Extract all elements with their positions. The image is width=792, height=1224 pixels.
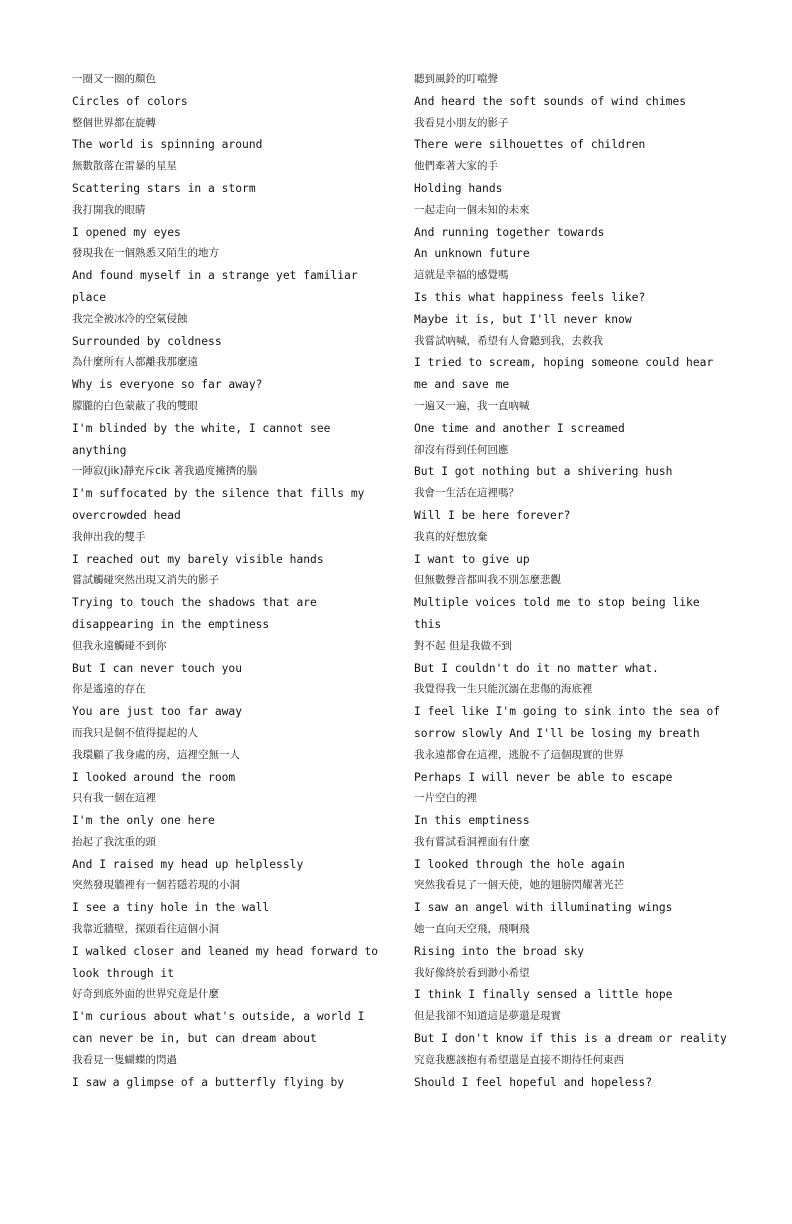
poem-line-chinese: 但我永遠觸碰不到你 [72,639,167,652]
poem-line-english: I feel like I'm going to sink into the sea of [414,705,721,719]
poem-line-english: And I raised my head up helplessly [72,857,304,871]
poem-line-english: Trying to touch the shadows that are [72,596,317,610]
poem-line-chinese: 嘗試觸碰突然出現又消失的影子 [72,574,219,587]
poem-line-chinese: 為什麼所有人都離我那麼遠 [72,356,198,369]
poem-line-english: The world is spinning around [72,138,263,152]
poem-line-chinese: 聽到風鈴的叮噹聲 [414,73,498,85]
poem-line-english: can never be in, but can dream about [72,1032,317,1046]
poem-line-chinese: 我好像終於看到渺小希望 [414,966,530,979]
poem-line-english: I'm suffocated by the silence that fills my [72,487,365,501]
poem-line-english: But I don't know if this is a dream or reality [414,1032,727,1046]
poem-line-english: I saw a glimpse of a butterfly flying by [72,1075,345,1089]
poem-line-english: One time and another I screamed [414,421,625,435]
poem-column-right [414,69,732,1093]
poem-line-chinese: 究竟我應該抱有希望還是直接不期待任何東西 [414,1053,624,1066]
poem-line-english: Scattering stars in a storm [72,181,256,195]
poem-line-chinese: 只有我一個在這裡 [72,792,156,805]
poem-line-chinese: 卻沒有得到任何回應 [414,443,509,456]
poem-line-english: I saw an angel with illuminating wings [414,901,673,915]
poem-line-english: In this emptiness [414,814,530,828]
poem-line-chinese: 他們牽著大家的手 [414,160,498,173]
poem-line-chinese: 我環顧了我身處的房，這裡空無一人 [72,748,240,761]
poem-line-chinese: 我有嘗試看洞裡面有什麼 [414,835,530,848]
poem-line-english: anything [72,443,127,457]
poem-line-chinese: 突然發現牆裡有一個若隱若現的小洞 [72,879,240,892]
poem-line-chinese: 我嘗試吶喊，希望有人會聽到我，去救我 [414,334,603,347]
poem-line-english: Rising into the broad sky [414,944,585,958]
poem-line-chinese: 朦朧的白色蒙蔽了我的雙眼 [72,399,198,412]
poem-line-english: But I can never touch you [72,661,243,675]
poem-line-chinese: 好奇到底外面的世界究竟是什麼 [72,988,219,1001]
poem-line-chinese: 而我只是個不值得提起的人 [72,726,198,739]
poem-line-english: And running together towards [414,225,605,239]
poem-line-english: me and save me [414,378,510,392]
poem-line-english: And found myself in a strange yet familiar [72,269,358,283]
poem-line-english: I looked through the hole again [414,857,625,871]
poem-line-chinese: 但無數聲音都叫我不別怎麼悲觀 [414,574,561,587]
poem-line-english: Will I be here forever? [414,508,571,522]
poem-line-chinese: 發現我在一個熟悉又陌生的地方 [72,247,219,260]
poem-line-chinese: 這就是幸福的感覺嗎 [414,269,509,282]
poem-line-chinese: 一陣寂(jik)靜充斥cik 著我過度擁擠的腦 [72,465,258,478]
poem-line-chinese: 我會一生活在這裡嗎？ [414,487,519,500]
poem-line-chinese: 對不起 但是我做不到 [414,639,512,652]
poem-column-left [72,69,394,1093]
poem-line-chinese: 無數散落在雷暴的星星 [72,160,177,173]
poem-line-english: There were silhouettes of children [414,138,646,152]
poem-line-english: I walked closer and leaned my head forward to [72,944,379,958]
poem-line-chinese: 我看見小朋友的影子 [414,116,509,129]
poem-line-chinese: 抬起了我沈重的頭 [72,835,156,848]
poem-line-chinese: 突然我看見了一個天使，她的翅膀閃耀著光芒 [414,879,624,892]
poem-line-english: I'm curious about what's outside, a world I [72,1010,365,1024]
poem-line-english: sorrow slowly And I'll be losing my breath [414,726,700,740]
poem-line-english: Why is everyone so far away? [72,378,263,392]
poem-line-english: An unknown future [414,247,530,261]
poem-line-chinese: 整個世界都在旋轉 [72,116,156,129]
poem-line-english: But I couldn't do it no matter what. [414,661,659,675]
poem-line-english: And heard the soft sounds of wind chimes [414,94,687,108]
poem-line-chinese: 我真的好想放棄 [414,530,488,543]
poem-line-english: place [72,290,107,304]
poem-line-english: this [414,617,442,631]
poem-line-chinese: 但是我卻不知道這是夢還是現實 [414,1010,561,1023]
poem-line-english: overcrowded head [72,508,181,522]
poem-line-english: I want to give up [414,552,530,566]
poem-line-chinese: 我完全被冰冷的空氣侵蝕 [72,312,188,325]
poem-line-english: look through it [72,966,175,980]
poem-line-chinese: 一遍又一遍，我一直吶喊 [414,399,530,412]
poem-line-english: Circles of colors [72,94,188,108]
poem-line-english: I tried to scream, hoping someone could hear [414,356,714,370]
poem-line-english: I'm blinded by the white, I cannot see [72,421,331,435]
poem-line-english: Holding hands [414,181,503,195]
poem-line-chinese: 她一直向天空飛，飛啊飛 [414,923,530,936]
poem-line-english: Should I feel hopeful and hopeless? [414,1075,653,1089]
poem-line-english: Multiple voices told me to stop being like [414,596,700,610]
poem-line-english: I see a tiny hole in the wall [72,901,270,915]
poem-line-english: But I got nothing but a shivering hush [414,465,673,479]
poem-line-english: I think I finally sensed a little hope [414,988,673,1002]
poem-line-chinese: 我覺得我一生只能沉溺在悲傷的海底裡 [414,683,593,696]
poem-line-chinese: 我永遠都會在這裡，逃脫不了這個現實的世界 [414,748,624,761]
poem-line-chinese: 你是遙遠的存在 [72,683,146,696]
poem-line-chinese: 我看見一隻蝴蝶的閃過 [72,1053,177,1066]
poem-line-chinese: 一圈又一圈的顏色 [72,73,156,85]
poem-line-chinese: 我打開我的眼睛 [72,203,146,216]
poem-line-english: Surrounded by coldness [72,334,222,348]
poem-line-english: I opened my eyes [72,225,181,239]
poem-line-english: I'm the only one here [72,814,215,828]
poem-line-english: I looked around the room [72,770,236,784]
poem-line-english: You are just too far away [72,705,243,719]
poem-line-chinese: 一片空白的裡 [414,792,477,805]
poem-line-chinese: 我靠近牆壁，探頭看往這個小洞 [72,923,219,936]
poem-line-english: I reached out my barely visible hands [72,552,324,566]
poem-line-english: disappearing in the emptiness [72,617,270,631]
poem-line-chinese: 我伸出我的雙手 [72,530,146,543]
poem-line-english: Perhaps I will never be able to escape [414,770,673,784]
poem-line-english: Maybe it is, but I'll never know [414,312,632,326]
poem-line-chinese: 一起走向一個未知的未來 [414,203,530,216]
poem-line-english: Is this what happiness feels like? [414,290,646,304]
